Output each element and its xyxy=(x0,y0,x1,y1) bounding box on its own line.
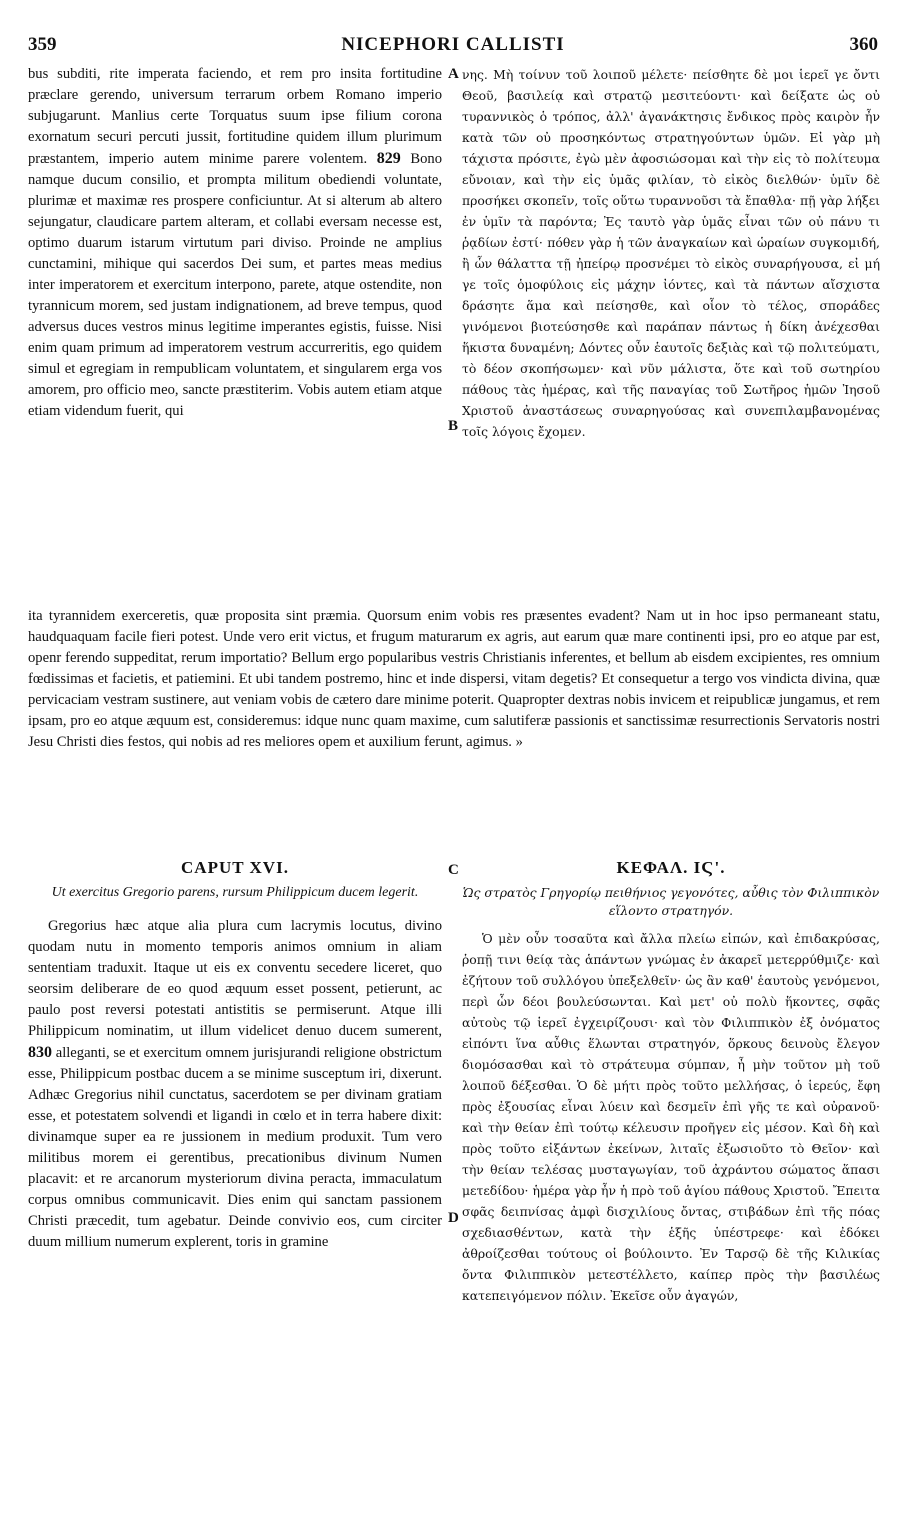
right-page-number: 360 xyxy=(849,34,878,55)
latin-chapter-heading: CAPUT XVI. xyxy=(181,858,289,877)
margin-marker-d: D xyxy=(448,1210,459,1226)
greek-paragraph-top: νης. Μὴ τοίνυν τοῦ λοιποῦ μέλετε· πείσθητε δὲ μοι ἱερεῖ γε ὄντι Θεοῦ, βασιλείᾳ καὶ στρατῷ μεσιτεύοντι· καὶ δείξατε ὡς οὐ τυραννικὸς ὁ τρόπος, ἀλλ' ἀγανάκτησις ἔνδικος πρὸς καιρὸν ἦν κατὰ τῶν οὐ προσηκόντως στρατηγούντων ὑμῶν. Εἰ γὰρ μὴ τάχιστα πρόσιτε, ἐγὼ μὲν ἀφοσιώσομαι καὶ τὴν εἰς τὸ πολίτευμα εὔνοιαν, καὶ τὴν εἰς ὑμᾶς φιλίαν, τὸ εἰκὸς διελθών· ὑμῖν δὲ προσήκει σκοπεῖν, τοῖς οὕτω τυραννοῦσι τὰ ἔπαθλα· πῇ γὰρ λήξει ἐν ὑμῖν τὰ παρόντα; Ἐς ταυτὸ γὰρ ὑμᾶς εἶναι τῶν οὐ πάνυ τι ῥᾳδίων ἐστί· πόθεν γὰρ ἡ τῶν ἀναγκαίων καὶ ὡραίων συγκομιδή, ἢ ὧν θάλαττα τῇ ἠπείρῳ προσνέμει τὸ εἰκὸς συναρήγουσα, εἰ μή γε τοῖς ὁμοφύλοις εἰς μάχην ἰόντες, καὶ τὰ πάντων αἴσχιστα δράσητε ἅμα καὶ πείσησθε, καὶ οἷον τὸ τέλος, σποράδες γινόμενοι βιοτεύσησθε καὶ παράπαν πάντως ἡ δίκη ἀνέχεσθαι ἥκιστα δυναμένη; Δόντες οὖν ἑαυτοῖς δεξιὰς καὶ τῷ πολιτεύματι, τὸ δέον σκοπήσωμεν· καὶ νῦν μάλιστα, ὅτε καὶ τοῦ σωτηρίου πάθους τὰς ἡμέρας, καὶ τῆς παναγίας τοῦ Σωτῆρος ἡμῶν Ἰησοῦ Χριστοῦ ἀναστάσεως συναρηγούσας καὶ συνεπιλαμβανομένας τοῖς λόγοις ἔχομεν. xyxy=(462,67,880,439)
latin-chapter-subtitle: Ut exercitus Gregorio parens, rursum Philippicum ducem legerit. xyxy=(51,885,419,900)
latin-paragraph-top: bus subditi, rite imperata faciendo, et rem pro insita fortitudine præclare gerendo, universum terrarum orbem Romano imperio subjugarunt. Manlius certe Torquatus suum ipse filium corona exornatum securi percuti jussit, fortitudine quidem illum plurimum præstantem, imperio autem minime parere volentem. 829 Bono namque ducum consilio, et prompta militum obediendi voluntate, plurimæ et maximæ res prospere conficiuntur. At si alterum ab altero sejungatur, claudicare partem alteram, et collabi eversam necesse est, optimo duarum istarum virtutum pari diviso. Proinde ne amplius cunctamini, mihique qui sacerdos Dei sum, et partes meas medius inter imperatorem et exercitum interpono, parete, atque ostendite, non tyrannicum morem, sed justam indignationem, ad breve tempus, quod adversus duces vestros minus legitime imperantes egistis, fuisse. Nisi enim quam primum ad imperatorem vestrum accurreritis, ego quidem simul et egregiam in rempublicam voluntatem, et singularem erga vos amorem, pro officio meo, sancte præstiterim. Vobis autem etiam atque etiam videndum fuerit, qui xyxy=(28,66,442,419)
margin-marker-b: B xyxy=(448,418,459,434)
running-header xyxy=(28,34,878,60)
column-number-830: 830 xyxy=(28,1044,52,1061)
column-number-829: 829 xyxy=(376,150,401,167)
greek-chapter-column xyxy=(462,858,880,1528)
running-title: NICEPHORI CALLISTI xyxy=(341,34,565,55)
greek-chapter-subtitle: Ὡς στρατὸς Γρηγορίῳ πειθήνιος γεγονότες, αὖθις τὸν Φιλιππικὸν εἵλοντο στρατηγόν. xyxy=(462,885,880,918)
margin-marker-c: C xyxy=(448,862,459,878)
latin-paragraph-full: ita tyrannidem exerceretis, quæ proposita sint præmia. Quorsum enim vobis res præsentes evadent? Nam ut in hoc ipso permaneant statu, haudquaquam facile fieri potest. Unde vero erit victus, et frugum maturarum ex agris, aut earum quæ mare continenti ipsi, pro eo atque par est, openr ferendo suppeditat, rerum importatio? Bellum ergo popularibus vestris Christianis inferentes, et bellum ab eisdem excipientes, res omnium fœdissimas et facietis, et patiemini. Et ubi tandem postremo, hinc et inde dispersi, vitam degetis? Et consequetur a tergo vos vindicta divina, quæ pervicaciam vestram sustinere, aut veniam vobis de cætero dare minime poterit. Quapropter dextras nobis invicem et reipublicæ jungamus, et rem ipsam, pro eo atque æquum est, consideremus: idque nunc quam maxime, cum salutiferæ passionis et sanctissimæ resurrectionis Servatoris nostri Jesu Christi dies festos, qui nobis ad res meliores opem et auxilium ferunt, agimus. » xyxy=(28,608,880,750)
latin-full-width xyxy=(28,606,880,858)
latin-chapter-paragraph: Gregorius hæc atque alia plura cum lacrymis locutus, divino quodam nutu in momento temporis animos omnium in aliam sententiam traduxit. Itaque ut eis ex conventu secedere liceret, quo seorsim deliberare de eo quod æquum esset possent, petierunt, ac paulo post reversi potestati antistitis se permiserunt. Atque illi Philippicum nominatim, ut illum videlicet denuo ducem sumerent, 830 alleganti, se et exercitum omnem jurisjurandi religione obstrictum esse, Philippicum postbac ducem a se minime susceptum iri, dixerunt. Adhæc Gregorius nihil cunctatus, sacerdotem se per divinam gratiam esse, et potestatem solvendi et ligandi in cœlo et in terra habere dixit: divinamque super ea re jussionem in medium produxit. Tum vero militibus morem ei gerentibus, precationibus divinum Numen placavit: et re arcanorum mysteriorum divina peracta, immaculatum corpus omnibus communicavit. Dies enim qui sanctam passionem Christi præcedit, tum agebatur. Deinde convivio eos, cum circiter duum millium numerum explerent, toris in gramine xyxy=(28,918,442,1250)
latin-column-top xyxy=(28,64,442,606)
greek-column-top xyxy=(462,64,880,606)
latin-chapter-column xyxy=(28,858,442,1528)
left-page-number: 359 xyxy=(28,34,57,55)
greek-chapter-heading: ΚΕΦΑΛ. ΙϚ'. xyxy=(616,858,726,877)
greek-chapter-paragraph: Ὁ μὲν οὖν τοσαῦτα καὶ ἄλλα πλείω εἰπών, καὶ ἐπιδακρύσας, ῥοπῇ τινι θείᾳ τὰς ἁπάντων γνώμας ἐν ἀκαρεῖ μετερρύθμιζε· καὶ ἐζήτουν τοῦ συλλόγου ὑπεξελθεῖν· ὡς ἂν καθ' ἑαυτοὺς γενόμενοι, περὶ ὧν δέοι βουλεύσωνται. Καὶ μετ' οὐ πολὺ ἥκοντες, σφᾶς αὐτοὺς τῷ ἱερεῖ ἐγχειρίζουσι· καὶ τὸν Φιλιππικὸν ἐξ ὀνόματος εἰπόντι ἵνα αὖθις ἕλωνται στρατηγόν, ὅρκους δεινοὺς ἔλεγον διομόσασθαι καὶ τὸ στράτευμα σύμπαν, ἦ μὴν τοῦτον μὴ τοῦ λοιποῦ δέξεσθαι. Ὁ δὲ μήτι πρὸς τοῦτο μελλήσας, ὁ ἱερεύς, ἔφη πρὸς ἐξουσίας εἶναι λύειν καὶ δεσμεῖν ἐπὶ γῆς τε καὶ οὐρανοῦ· καὶ τὴν θείαν ἐπὶ τούτῳ κέλευσιν προῆγεν εἰς μέσον. Καὶ δὴ καὶ πρὸς τοῦτο εἰξάντων ἐκείνων, λιταῖς ἐξωσιοῦτο τὸ Θεῖον· καὶ τὴν θείαν τελέσας μυσταγωγίαν, τοῦ ἀχράντου σώματος ἅπασι μετεδίδου· ἡμέρα γὰρ ἦν ἡ πρὸ τοῦ ἁγίου πάθους Χριστοῦ. Ἔπειτα σφᾶς δειπνίσας ἀμφὶ δισχιλίους ὄντας, στιβάδων ἐπὶ τῆς πόας σχεδιασθέντων, κατὰ τὴν ἑξῆς ὑπέστρεφε· καὶ ἐδόκει ἀθροίζεσθαι τούτους οἱ βούλοιντο. Ἐν Ταρσῷ δὲ τῆς Κιλικίας ὄντα Φιλιππικὸν μετεστέλλετο, καίπερ πρὸς τὴν βασιλέως κατεπειγόμενον πόλιν. Ἐκεῖσε οὖν ἀγαγών, xyxy=(462,931,880,1303)
margin-marker-a: A xyxy=(448,66,459,82)
